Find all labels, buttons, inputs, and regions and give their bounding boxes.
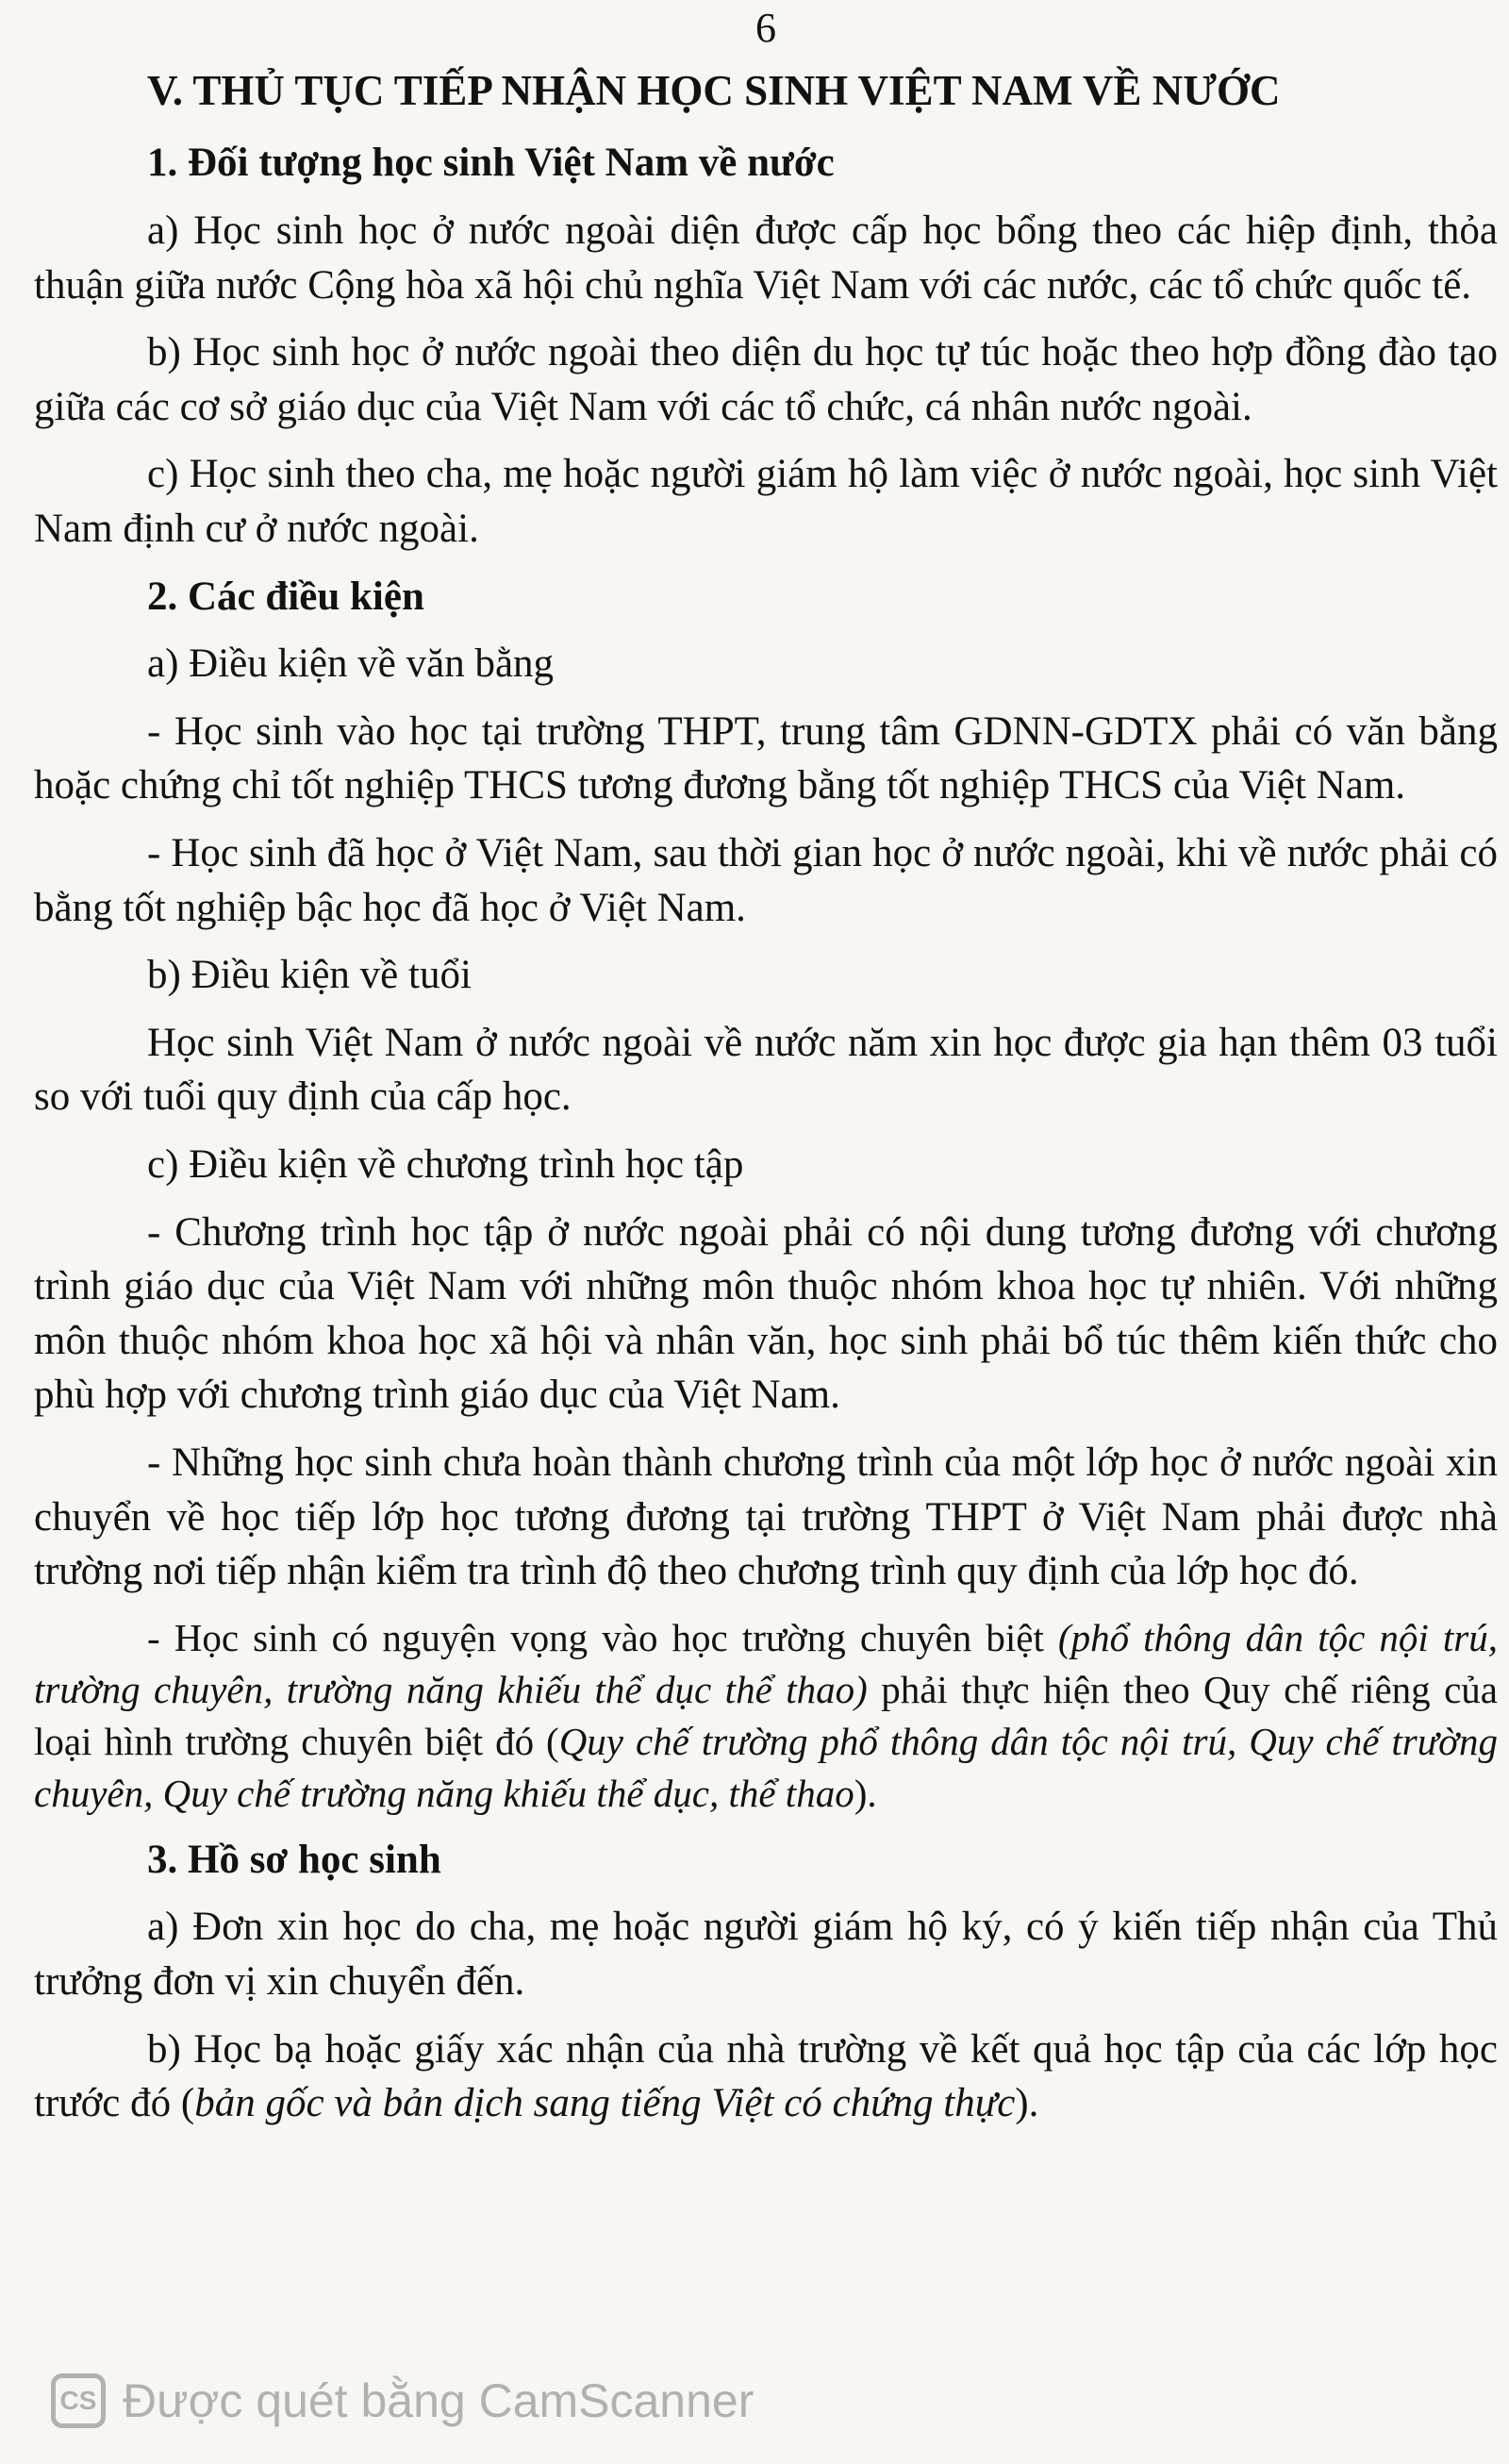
section-2-a-title: a) Điều kiện về văn bằng — [147, 641, 555, 687]
section-3-item-a: a) Đơn xin học do cha, mẹ hoặc người giám hộ ký, có ý kiến tiếp nhận của Thủ trưởng đơn vị xin chuyển đến. — [34, 1905, 1498, 2004]
s3b-text-start: b) Học bạ hoặc giấy xác nhận của nhà trường về kết quả học tập của các lớp học trước đó ( — [34, 2026, 1498, 2126]
c3-text-end: ). — [854, 1771, 877, 1815]
section-1-item-b: b) Học sinh học ở nước ngoài theo diện du học tự túc hoặc theo hợp đồng đào tạo giữa các cơ sở giáo dục của Việt Nam với các tổ chức, cá nhân nước ngoài. — [34, 330, 1498, 429]
document-body — [34, 62, 1498, 2144]
section-2-a-item-1: - Học sinh vào học tại trường THPT, trung tâm GDNN-GDTX phải có văn bằng hoặc chứng chỉ tốt nghiệp THCS tương đương bằng tốt nghiệp THCS của Việt Nam. — [34, 708, 1498, 808]
section-2-c-item-1: - Chương trình học tập ở nước ngoài phải có nội dung tương đương với chương trình giáo dục của Việt Nam với những môn thuộc nhóm khoa học tự nhiên. Với những môn thuộc nhóm khoa học xã hội và nhân văn, học sinh phải bổ túc thêm kiến thức cho phù hợp với chương trình giáo dục của Việt Nam. — [34, 1209, 1498, 1418]
s3b-italic-note: bản gốc và bản dịch sang tiếng Việt có chứng thực — [194, 2081, 1016, 2126]
section-2-b-item-1: Học sinh Việt Nam ở nước ngoài về nước năm xin học được gia hạn thêm 03 tuổi so với tuổi quy định của cấp học. — [34, 1020, 1498, 1120]
section-2-c-item-3 — [34, 1612, 1498, 1820]
section-2-c-item-2: - Những học sinh chưa hoàn thành chương trình của một lớp học ở nước ngoài xin chuyển về học tiếp lớp học tương đương tại trường THPT ở Việt Nam phải được nhà trường nơi tiếp nhận kiểm tra trình độ theo chương trình quy định của lớp học đó. — [34, 1440, 1498, 1594]
section-2-title: 2. Các điều kiện — [147, 574, 424, 619]
section-1-item-a: a) Học sinh học ở nước ngoài diện được cấp học bổng theo các hiệp định, thỏa thuận giữa nước Cộng hòa xã hội chủ nghĩa Việt Nam với các nước, các tổ chức quốc tế. — [34, 208, 1498, 308]
c3-text-mid: phải thực hiện theo Quy chế riêng của loại hình trường chuyên biệt đó ( — [34, 1667, 1498, 1763]
section-1-title: 1. Đối tượng học sinh Việt Nam về nước — [147, 141, 835, 186]
camscanner-logo-icon: CS — [51, 2373, 106, 2428]
section-2-c-title: c) Điều kiện về chương trình học tập — [147, 1142, 744, 1188]
section-title: V. THỦ TỤC TIẾP NHẬN HỌC SINH VIỆT NAM VỀ NƯỚC — [147, 67, 1281, 114]
s3b-text-end: ). — [1015, 2081, 1039, 2126]
section-3-item-b — [34, 2023, 1498, 2131]
c3-italic-regulations: Quy chế trường phổ thông dân tộc nội trú, Quy chế trường chuyên, Quy chế trường năng khiếu thể dục, thể thao — [34, 1719, 1498, 1815]
section-3-title: 3. Hồ sơ học sinh — [147, 1837, 441, 1882]
document-page — [34, 0, 1498, 2464]
section-2-a-item-2: - Học sinh đã học ở Việt Nam, sau thời gian học ở nước ngoài, khi về nước phải có bằng tốt nghiệp bậc học đã học ở Việt Nam. — [34, 831, 1498, 930]
watermark-text: Được quét bằng CamScanner — [123, 2374, 754, 2427]
section-1-item-c: c) Học sinh theo cha, mẹ hoặc người giám hộ làm việc ở nước ngoài, học sinh Việt Nam định cư ở nước ngoài. — [34, 452, 1498, 551]
c3-italic-school-types: (phổ thông dân tộc nội trú, trường chuyên, trường năng khiếu thể dục thể thao) — [34, 1615, 1498, 1711]
c3-text-start: - Học sinh có nguyện vọng vào học trường chuyên biệt — [147, 1615, 1058, 1659]
section-2-b-title: b) Điều kiện về tuổi — [147, 953, 472, 998]
page-number: 6 — [755, 5, 776, 51]
